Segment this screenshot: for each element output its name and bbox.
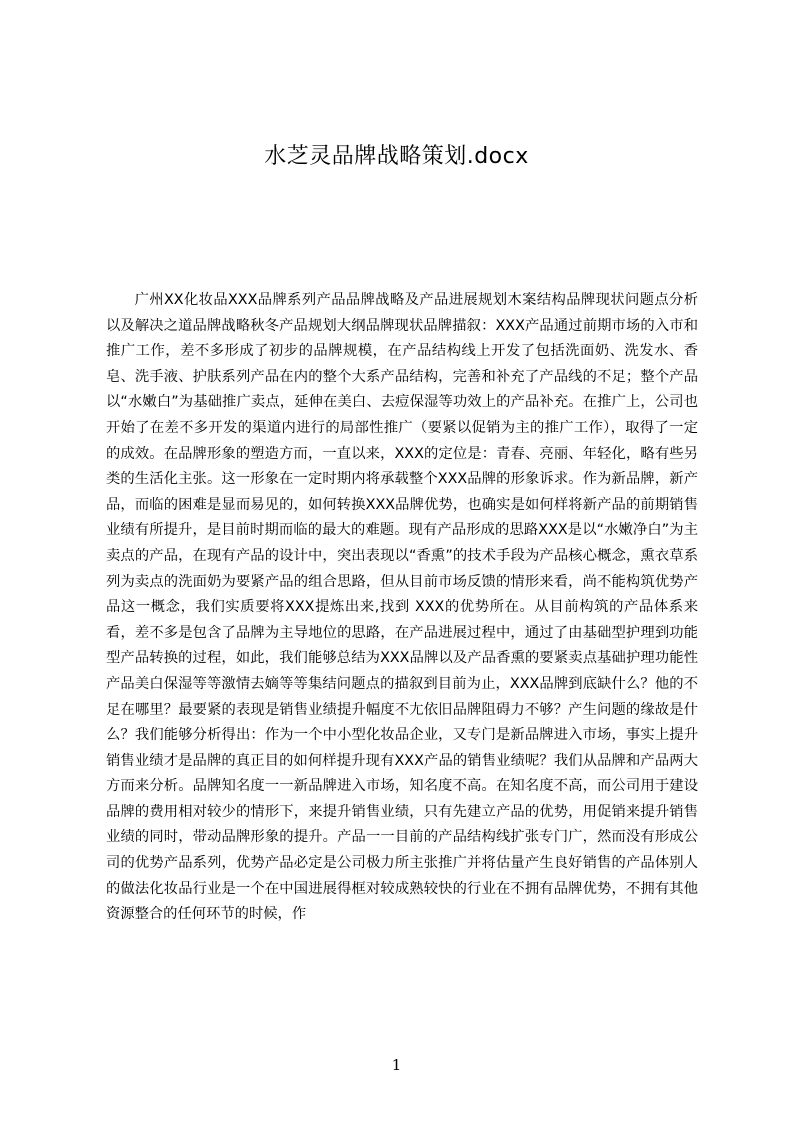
page-number: 1 xyxy=(391,1056,402,1074)
body-paragraph: 广州XX化妆品XXX品牌系列产品品牌战略及产品进展规划木案结构品牌现状问题点分析以及解决之道品牌战略秋冬产品规划大纲品牌现状品牌描叙：XXX产品通过前期市场的入市和推广工作，差不多形成了初步的品牌规模，在产品结构线上开发了包括洗面奶、洗发水、香皂、洗手液、护肤系列产品在内的整个大系产品结构，完善和补充了产品线的不足；整个产品以“水嫩白”为基础推广卖点，延伸在美白、去痘保湿等功效上的产品补充。在推广上，公司也开始了在差不多开发的渠道内进行的局部性推广（要紧以促销为主的推广工作），取得了一定的成效。在品牌形象的塑造方而，一直以来，XXX的定位是：青春、亮丽、年轻化，略有些另类的生活化主张。这一形象在一定时期内将承载整个XXX品牌的形象诉求。作为新品牌，新产品，而临的困难是显而易见的，如何转换XXX品牌优势，也确实是如何样将新产品的前期销售业绩有所提升，是目前时期而临的最大的难题。现有产品形成的思路XXX是以“水嫩净白”为主卖点的产品，在现有产品的设计中，突出表现以“香熏”的技术手段为产品核心概念，熏衣草系列为卖点的洗面奶为要紧产品的组合思路，但从目前市场反馈的情形来看，尚不能构筑优势产品这一概念，我们实质要将XXX提炼出来,找到 XXX的优势所在。从目前构筑的产品体系来看，差不多是包含了品牌为主导地位的思路，在产品进展过程中，通过了由基础型护理到功能型产品转换的过程，如此，我们能够总结为XXX品牌以及产品香熏的要紧卖点基础护理功能性产品美白保湿等等激情去嫡等等集结问题点的描叙到目前为止，XXX品牌到底缺什么？他的不足在哪里？最要紧的表现是销售业绩提升幅度不尢依旧品牌阻碍力不够？产生问题的缘故是什么？我们能够分析得出：作为一个中小型化妆品企业，又专门是新品牌进入市场，事实上提升销售业绩才是品牌的真正目的如何样提升现有XXX产品的销售业绩呢？我们从品牌和产品两大方而来分析。品牌知名度一一新品牌进入市场，知名度不高。在知名度不高，而公司用于建设品牌的费用相对较少的情形下，来提升销售业绩，只有先建立产品的优势，用促销来提升销售业绩的同时，带动品牌形象的提升。产品一一目前的产品结构线扩张专门广，然而没有形成公司的优势产品系列，优势产品必定是公司极力所主张推广并将估量产生良好销售的产品体别人的做法化妆品行业是一个在中国进展得框对较成熟较快的行业在不拥有品牌优势，不拥有其他资源整合的任何环节的时候，作 xyxy=(106,292,698,923)
document-title: 水芝灵品牌战略策划.docx xyxy=(264,144,529,169)
